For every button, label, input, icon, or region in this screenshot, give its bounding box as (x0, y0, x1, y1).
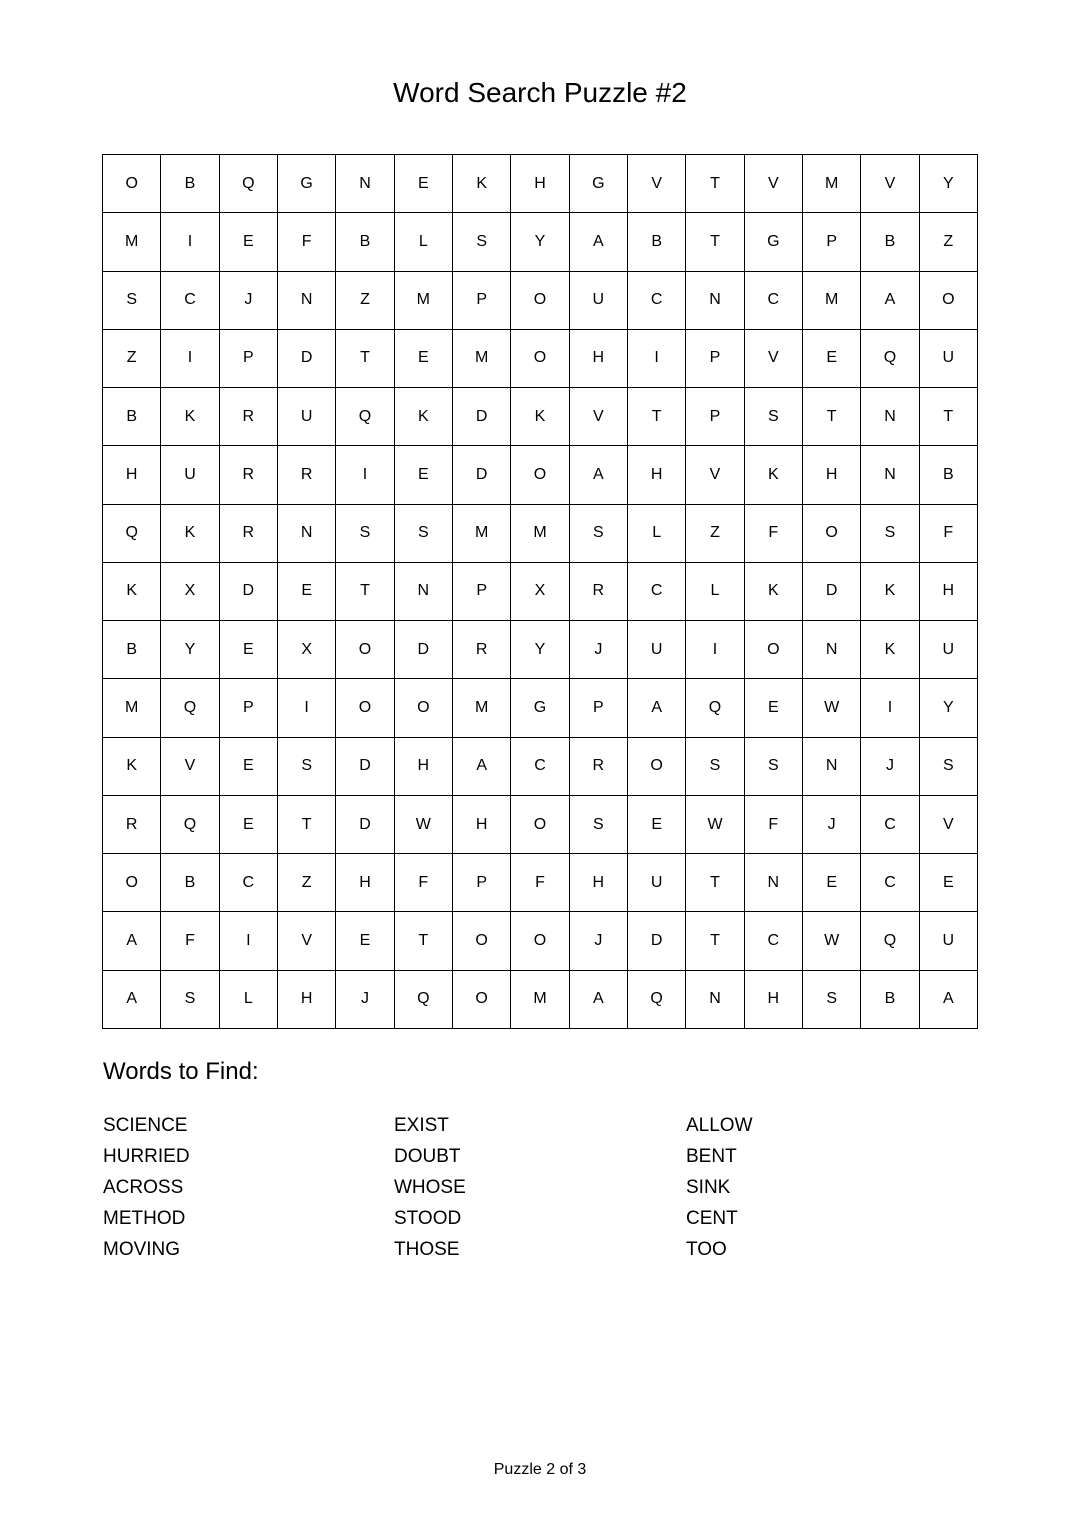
grid-cell: F (395, 854, 453, 912)
grid-cell: H (336, 854, 394, 912)
grid-cell: K (161, 388, 219, 446)
grid-cell: H (395, 738, 453, 796)
grid-cell: U (920, 912, 978, 970)
grid-cell: O (395, 679, 453, 737)
grid-cell: K (511, 388, 569, 446)
grid-cell: E (745, 679, 803, 737)
grid-cell: M (453, 330, 511, 388)
grid-cell: N (278, 505, 336, 563)
grid-cell: A (628, 679, 686, 737)
grid-cell: I (220, 912, 278, 970)
grid-cell: D (628, 912, 686, 970)
grid-cell: L (686, 563, 744, 621)
grid-cell: S (453, 213, 511, 271)
grid-cell: U (628, 621, 686, 679)
word-item: BENT (686, 1146, 737, 1167)
grid-cell: Y (161, 621, 219, 679)
grid-cell: J (803, 796, 861, 854)
grid-cell: U (570, 272, 628, 330)
grid-cell: D (453, 388, 511, 446)
grid-cell: Z (103, 330, 161, 388)
grid-cell: P (453, 272, 511, 330)
grid-cell: T (803, 388, 861, 446)
grid-cell: T (686, 854, 744, 912)
grid-cell: S (395, 505, 453, 563)
grid-cell: A (453, 738, 511, 796)
grid-cell: S (686, 738, 744, 796)
grid-cell: H (103, 446, 161, 504)
grid-cell: U (161, 446, 219, 504)
grid-cell: U (920, 330, 978, 388)
grid-cell: J (570, 621, 628, 679)
grid-cell: S (570, 505, 628, 563)
grid-cell: I (628, 330, 686, 388)
grid-cell: M (395, 272, 453, 330)
grid-cell: T (628, 388, 686, 446)
grid-cell: I (336, 446, 394, 504)
grid-cell: A (103, 971, 161, 1029)
grid-cell: D (453, 446, 511, 504)
grid-cell: T (336, 563, 394, 621)
grid-cell: Z (278, 854, 336, 912)
grid-cell: D (336, 796, 394, 854)
grid-cell: E (628, 796, 686, 854)
grid-cell: N (861, 388, 919, 446)
grid-cell: A (570, 446, 628, 504)
grid-cell: N (861, 446, 919, 504)
word-list-column-2 (394, 1110, 674, 1265)
grid-cell: H (278, 971, 336, 1029)
words-heading: Words to Find: (103, 1058, 259, 1085)
grid-cell: B (861, 213, 919, 271)
grid-cell: O (745, 621, 803, 679)
grid-cell: P (686, 330, 744, 388)
grid-cell: B (336, 213, 394, 271)
grid-cell: C (861, 796, 919, 854)
grid-cell: M (511, 505, 569, 563)
grid-cell: V (920, 796, 978, 854)
grid-cell: R (278, 446, 336, 504)
grid-cell: J (220, 272, 278, 330)
grid-cell: C (628, 563, 686, 621)
grid-cell: Y (511, 621, 569, 679)
grid-cell: I (686, 621, 744, 679)
grid-cell: X (278, 621, 336, 679)
grid-cell: O (336, 621, 394, 679)
grid-cell: G (570, 155, 628, 213)
grid-cell: C (745, 912, 803, 970)
grid-cell: O (453, 971, 511, 1029)
word-list-column-1 (103, 1110, 383, 1265)
word-item: STOOD (394, 1208, 462, 1229)
grid-cell: C (745, 272, 803, 330)
grid-cell: F (745, 796, 803, 854)
grid-cell: M (453, 679, 511, 737)
grid-cell: E (920, 854, 978, 912)
grid-cell: L (220, 971, 278, 1029)
grid-cell: P (220, 330, 278, 388)
grid-cell: B (161, 854, 219, 912)
grid-cell: E (395, 155, 453, 213)
grid-cell: M (103, 213, 161, 271)
grid-cell: Z (336, 272, 394, 330)
grid-cell: P (220, 679, 278, 737)
grid-cell: U (920, 621, 978, 679)
grid-cell: Y (920, 155, 978, 213)
grid-cell: P (570, 679, 628, 737)
grid-cell: K (745, 446, 803, 504)
grid-cell: M (453, 505, 511, 563)
word-item: SCIENCE (103, 1115, 188, 1136)
grid-cell: R (453, 621, 511, 679)
grid-cell: J (861, 738, 919, 796)
grid-cell: S (278, 738, 336, 796)
grid-cell: Y (920, 679, 978, 737)
grid-cell: E (395, 446, 453, 504)
grid-cell: O (103, 854, 161, 912)
grid-cell: H (745, 971, 803, 1029)
grid-cell: B (861, 971, 919, 1029)
grid-cell: R (570, 563, 628, 621)
grid-cell: N (686, 971, 744, 1029)
grid-cell: O (453, 912, 511, 970)
grid-cell: W (686, 796, 744, 854)
grid-cell: V (628, 155, 686, 213)
grid-cell: H (628, 446, 686, 504)
word-item: METHOD (103, 1208, 186, 1229)
grid-cell: O (511, 446, 569, 504)
grid-cell: F (920, 505, 978, 563)
grid-cell: S (745, 738, 803, 796)
grid-cell: Q (103, 505, 161, 563)
grid-cell: O (511, 912, 569, 970)
grid-cell: P (453, 563, 511, 621)
grid-cell: G (278, 155, 336, 213)
word-item: CENT (686, 1208, 738, 1229)
grid-cell: I (161, 213, 219, 271)
grid-cell: K (103, 738, 161, 796)
grid-cell: V (861, 155, 919, 213)
grid-cell: Q (861, 330, 919, 388)
grid-cell: C (861, 854, 919, 912)
grid-cell: P (453, 854, 511, 912)
grid-cell: K (395, 388, 453, 446)
grid-cell: K (103, 563, 161, 621)
grid-cell: O (628, 738, 686, 796)
grid-cell: H (920, 563, 978, 621)
grid-cell: I (278, 679, 336, 737)
grid-cell: B (920, 446, 978, 504)
grid-cell: B (161, 155, 219, 213)
grid-cell: T (686, 155, 744, 213)
grid-cell: O (920, 272, 978, 330)
grid-cell: C (161, 272, 219, 330)
grid-cell: E (220, 738, 278, 796)
grid-cell: D (220, 563, 278, 621)
word-item: ALLOW (686, 1115, 753, 1136)
grid-cell: U (628, 854, 686, 912)
grid-cell: Q (628, 971, 686, 1029)
grid-cell: M (103, 679, 161, 737)
grid-cell: F (161, 912, 219, 970)
grid-cell: T (686, 912, 744, 970)
grid-cell: Q (686, 679, 744, 737)
grid-cell: V (686, 446, 744, 504)
word-item: THOSE (394, 1239, 460, 1260)
grid-cell: S (803, 971, 861, 1029)
word-list-column-3 (686, 1110, 966, 1265)
grid-cell: X (161, 563, 219, 621)
grid-cell: Q (336, 388, 394, 446)
grid-cell: E (220, 621, 278, 679)
grid-cell: R (220, 388, 278, 446)
grid-cell: B (103, 621, 161, 679)
grid-cell: S (103, 272, 161, 330)
grid-cell: A (570, 971, 628, 1029)
word-item: WHOSE (394, 1177, 466, 1198)
grid-cell: V (745, 330, 803, 388)
grid-cell: S (570, 796, 628, 854)
grid-cell: S (745, 388, 803, 446)
grid-cell: A (103, 912, 161, 970)
grid-cell: M (511, 971, 569, 1029)
grid-cell: Q (395, 971, 453, 1029)
grid-cell: P (686, 388, 744, 446)
grid-cell: H (511, 155, 569, 213)
grid-cell: W (803, 679, 861, 737)
grid-cell: E (336, 912, 394, 970)
grid-cell: F (745, 505, 803, 563)
grid-cell: Z (686, 505, 744, 563)
grid-cell: E (220, 213, 278, 271)
grid-cell: N (395, 563, 453, 621)
grid-cell: O (803, 505, 861, 563)
grid-cell: Y (511, 213, 569, 271)
grid-cell: C (220, 854, 278, 912)
grid-cell: B (103, 388, 161, 446)
letter-grid (102, 154, 978, 1029)
grid-cell: F (511, 854, 569, 912)
page-title: Word Search Puzzle #2 (393, 77, 687, 108)
grid-cell: K (745, 563, 803, 621)
grid-cell: H (803, 446, 861, 504)
grid-cell: M (803, 155, 861, 213)
grid-cell: M (803, 272, 861, 330)
grid-cell: R (220, 446, 278, 504)
grid-cell: G (745, 213, 803, 271)
grid-cell: Z (920, 213, 978, 271)
grid-cell: V (745, 155, 803, 213)
word-item: DOUBT (394, 1146, 461, 1167)
grid-cell: D (803, 563, 861, 621)
grid-cell: Q (861, 912, 919, 970)
grid-cell: S (161, 971, 219, 1029)
grid-cell: Q (161, 796, 219, 854)
grid-cell: O (511, 330, 569, 388)
grid-cell: J (570, 912, 628, 970)
grid-cell: T (278, 796, 336, 854)
grid-cell: R (103, 796, 161, 854)
grid-cell: I (861, 679, 919, 737)
grid-cell: L (628, 505, 686, 563)
grid-cell: P (803, 213, 861, 271)
grid-cell: Q (161, 679, 219, 737)
grid-cell: X (511, 563, 569, 621)
grid-cell: W (395, 796, 453, 854)
grid-cell: D (336, 738, 394, 796)
grid-cell: N (803, 621, 861, 679)
grid-cell: V (278, 912, 336, 970)
grid-cell: K (161, 505, 219, 563)
word-item: MOVING (103, 1239, 181, 1260)
grid-cell: A (920, 971, 978, 1029)
grid-cell: O (336, 679, 394, 737)
grid-cell: K (861, 621, 919, 679)
grid-cell: N (745, 854, 803, 912)
grid-cell: T (336, 330, 394, 388)
grid-cell: A (861, 272, 919, 330)
grid-cell: K (861, 563, 919, 621)
grid-cell: D (278, 330, 336, 388)
grid-cell: N (278, 272, 336, 330)
grid-cell: K (453, 155, 511, 213)
grid-cell: B (628, 213, 686, 271)
word-item: EXIST (394, 1115, 449, 1136)
grid-cell: S (861, 505, 919, 563)
grid-cell: T (395, 912, 453, 970)
grid-cell: O (511, 272, 569, 330)
grid-cell: E (395, 330, 453, 388)
grid-cell: D (395, 621, 453, 679)
grid-cell: R (570, 738, 628, 796)
grid-cell: Q (220, 155, 278, 213)
grid-cell: S (336, 505, 394, 563)
grid-cell: H (570, 330, 628, 388)
grid-cell: O (511, 796, 569, 854)
grid-cell: A (570, 213, 628, 271)
page-footer: Puzzle 2 of 3 (493, 1461, 587, 1478)
grid-cell: E (220, 796, 278, 854)
grid-cell: W (803, 912, 861, 970)
grid-cell: E (278, 563, 336, 621)
grid-cell: E (803, 330, 861, 388)
grid-cell: V (570, 388, 628, 446)
grid-cell: G (511, 679, 569, 737)
grid-cell: L (395, 213, 453, 271)
grid-cell: R (220, 505, 278, 563)
word-item: ACROSS (103, 1177, 184, 1198)
grid-cell: H (570, 854, 628, 912)
grid-cell: N (803, 738, 861, 796)
grid-cell: N (336, 155, 394, 213)
grid-cell: I (161, 330, 219, 388)
word-item: SINK (686, 1177, 731, 1198)
grid-cell: V (161, 738, 219, 796)
grid-cell: C (628, 272, 686, 330)
word-item: TOO (686, 1239, 727, 1260)
grid-cell: J (336, 971, 394, 1029)
grid-cell: T (920, 388, 978, 446)
grid-cell: O (103, 155, 161, 213)
grid-cell: C (511, 738, 569, 796)
grid-cell: H (453, 796, 511, 854)
grid-cell: S (920, 738, 978, 796)
grid-cell: U (278, 388, 336, 446)
grid-cell: E (803, 854, 861, 912)
grid-cell: T (686, 213, 744, 271)
word-item: HURRIED (103, 1146, 190, 1167)
grid-cell: F (278, 213, 336, 271)
grid-cell: N (686, 272, 744, 330)
